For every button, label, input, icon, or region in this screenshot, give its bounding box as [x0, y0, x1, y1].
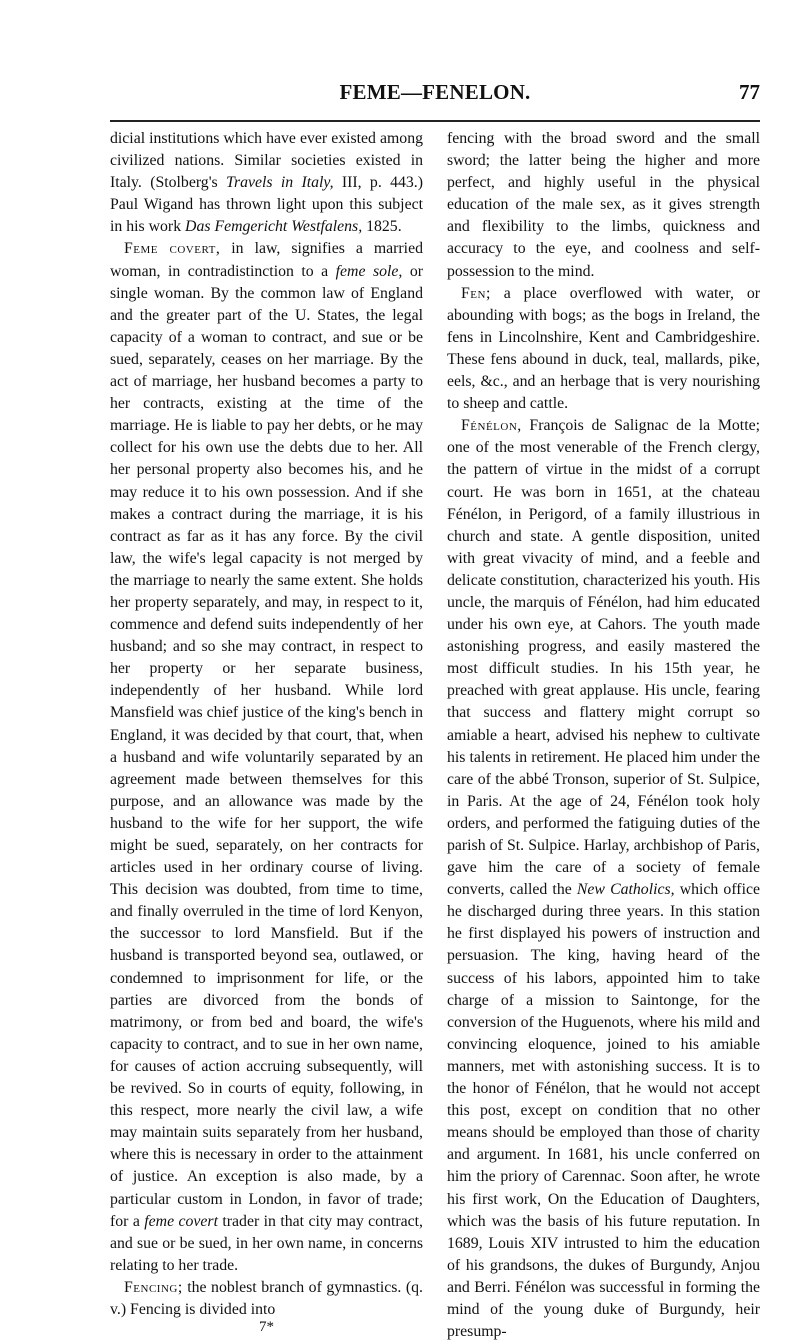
running-title: FEME—FENELON.	[339, 80, 531, 104]
entry-feme-covert	[110, 238, 423, 1276]
entry-fen	[447, 283, 760, 416]
right-column	[447, 128, 760, 1343]
entry-fencing	[110, 1277, 423, 1321]
text-run: in law, signifies a married woman, in contradistinction to a	[110, 240, 423, 280]
text-columns	[110, 128, 760, 1343]
page-number: 77	[739, 80, 760, 104]
text-run: III, p. 443.) Paul Wigand has thrown light upon this subject in his work	[110, 174, 423, 236]
text-run: 1825.	[362, 218, 402, 236]
header-rule	[110, 120, 760, 122]
paragraph-fencing-continued: fencing with the broad sword and the small sword; the latter being the higher and more perfect, and highly useful in the physical education of the male sex, as it gives strength and flexibility to the limbs, quickness and accuracy to the eye, and coolness and self-possession to the mind.	[447, 130, 760, 280]
left-column	[110, 128, 423, 1343]
headword-feme-covert: Feme covert,	[124, 240, 221, 258]
text-run: dicial institutions which have ever existed among civilized nations. Similar societies existed in Italy. (Stolberg's	[110, 130, 423, 192]
italic-term: feme sole,	[335, 262, 403, 280]
signature-mark: 7*	[259, 1319, 274, 1336]
italic-title: Travels in Italy,	[226, 174, 334, 192]
headword-fencing: Fencing;	[124, 1278, 183, 1296]
paragraph-femgericht	[110, 128, 423, 238]
text-run: which office he discharged during three years. In this station he first displayed his powers of instruction and persuasion. The king, having heard of the success of his labors, appointed him to take charge of a mission to Saintonge, for the conversion of the Huguenots, where his mild and convincing eloquence, joined to his amiable manners, met with astonishing success. It is to the honor of Fénélon, that he would not accept this post, except on condition that no other means should be employed than those of charity and argument. In 1681, his uncle conferred on him the priory of Carennac. Soon after, he wrote his first work, On the Education of Daughters, which was the basis of his future reputation. In 1689, Louis XIV intrusted to him the education of his grandsons, the dukes of Burgundy, Anjou and Berri. Fénélon was successful in forming the mind of the young duke of Burgundy, heir presump-	[447, 881, 760, 1341]
italic-term: New Catholics,	[576, 881, 675, 899]
text-run: the noblest branch of gymnastics. (q. v.) Fencing is divided into	[110, 1278, 423, 1318]
italic-term: feme covert	[144, 1212, 218, 1230]
entry-fenelon	[447, 415, 760, 1343]
text-run: or single woman. By the common law of England and the greater part of the U. States, the legal capacity of a woman to contract, and sue or be sued, separately, ceases on her marriage. By the act of marriage, her husband becomes a party to her contracts, existing at the time of the marriage. He is liable to pay her debts, or he may collect for his own use the debts due to her. All her personal property also becomes his, and he may reduce it to his own possession. And if she makes a contract during the marriage, it is his contract as far as it has any force. By the civil law, the wife's legal capacity is not merged by the marriage to nearly the same extent. She holds her property separately, and may, in respect to it, commence and defend suits independently of her husband; and so she may contract, in respect to her property or her separate business, independently of her husband. While lord Mansfield was chief justice of the king's bench in England, it was decided by that court, that, when a husband and wife voluntarily separated by an agreement made between themselves for this purpose, and an allowance was made by the husband to the wife for her support, the wife might be sued, separately, on her contracts for articles used in her ordinary course of living. This decision was doubted, from time to time, and finally overruled in the time of lord Kenyon, the successor to lord Mansfield. But if the husband is transported beyond sea, outlawed, or condemned to imprisonment for life, or the parties are divorced from the bonds of matrimony, or from bed and board, the wife's capacity to contract, and to sue in her own name, for causes of action accruing subsequently, will be revived. So in courts of equity, following, in this respect, more nearly the civil law, a wife may maintain suits separately from her husband, where this is necessary in order to the attainment of justice. An exception is also made, by a particular custom in London, in favor of trade; for a	[110, 262, 424, 1230]
italic-title: Das Femgericht Westfalens,	[185, 218, 363, 236]
text-run: a place overflowed with water, or abounding with bogs; as the bogs in Ireland, the fens in Lincolnshire, Kent and Cambridgeshire. These fens abound in duck, teal, mallards, pike, eels, &c., and an herbage that is very nourishing to sheep and cattle.	[447, 284, 760, 413]
headword-fen: Fen;	[461, 284, 491, 302]
text-run: François de Salignac de la Motte; one of the most venerable of the French clergy, the pattern of virtue in the midst of a corrupt court. He was born in 1651, at the chateau Fénélon, in Perigord, of a family illustrious in church and state. A gentle disposition, united with great vivacity of mind, and a feeble and delicate constitution, characterized his youth. His uncle, the marquis of Fénélon, had him educated under his own eye, at Cahors. The youth made astonishing progress, and easily mastered the most difficult studies. In his 15th year, he preached with great applause. His uncle, fearing that success and flattery might corrupt so amiable a heart, advised his nephew to cultivate his talents in retirement. He placed him under the care of the abbé Tronson, superior of St. Sulpice, in Paris. At the age of 24, Fénélon took holy orders, and performed the fatiguing duties of the parish of St. Sulpice. Harlay, archbishop of Paris, gave him the care of a society of female converts, called the	[447, 417, 760, 899]
running-head	[110, 80, 760, 110]
headword-fenelon: Fénélon,	[461, 417, 522, 435]
text-run: trader in that city may contract, and sue or be sued, in her own name, in concerns relating to her trade.	[110, 1212, 423, 1274]
